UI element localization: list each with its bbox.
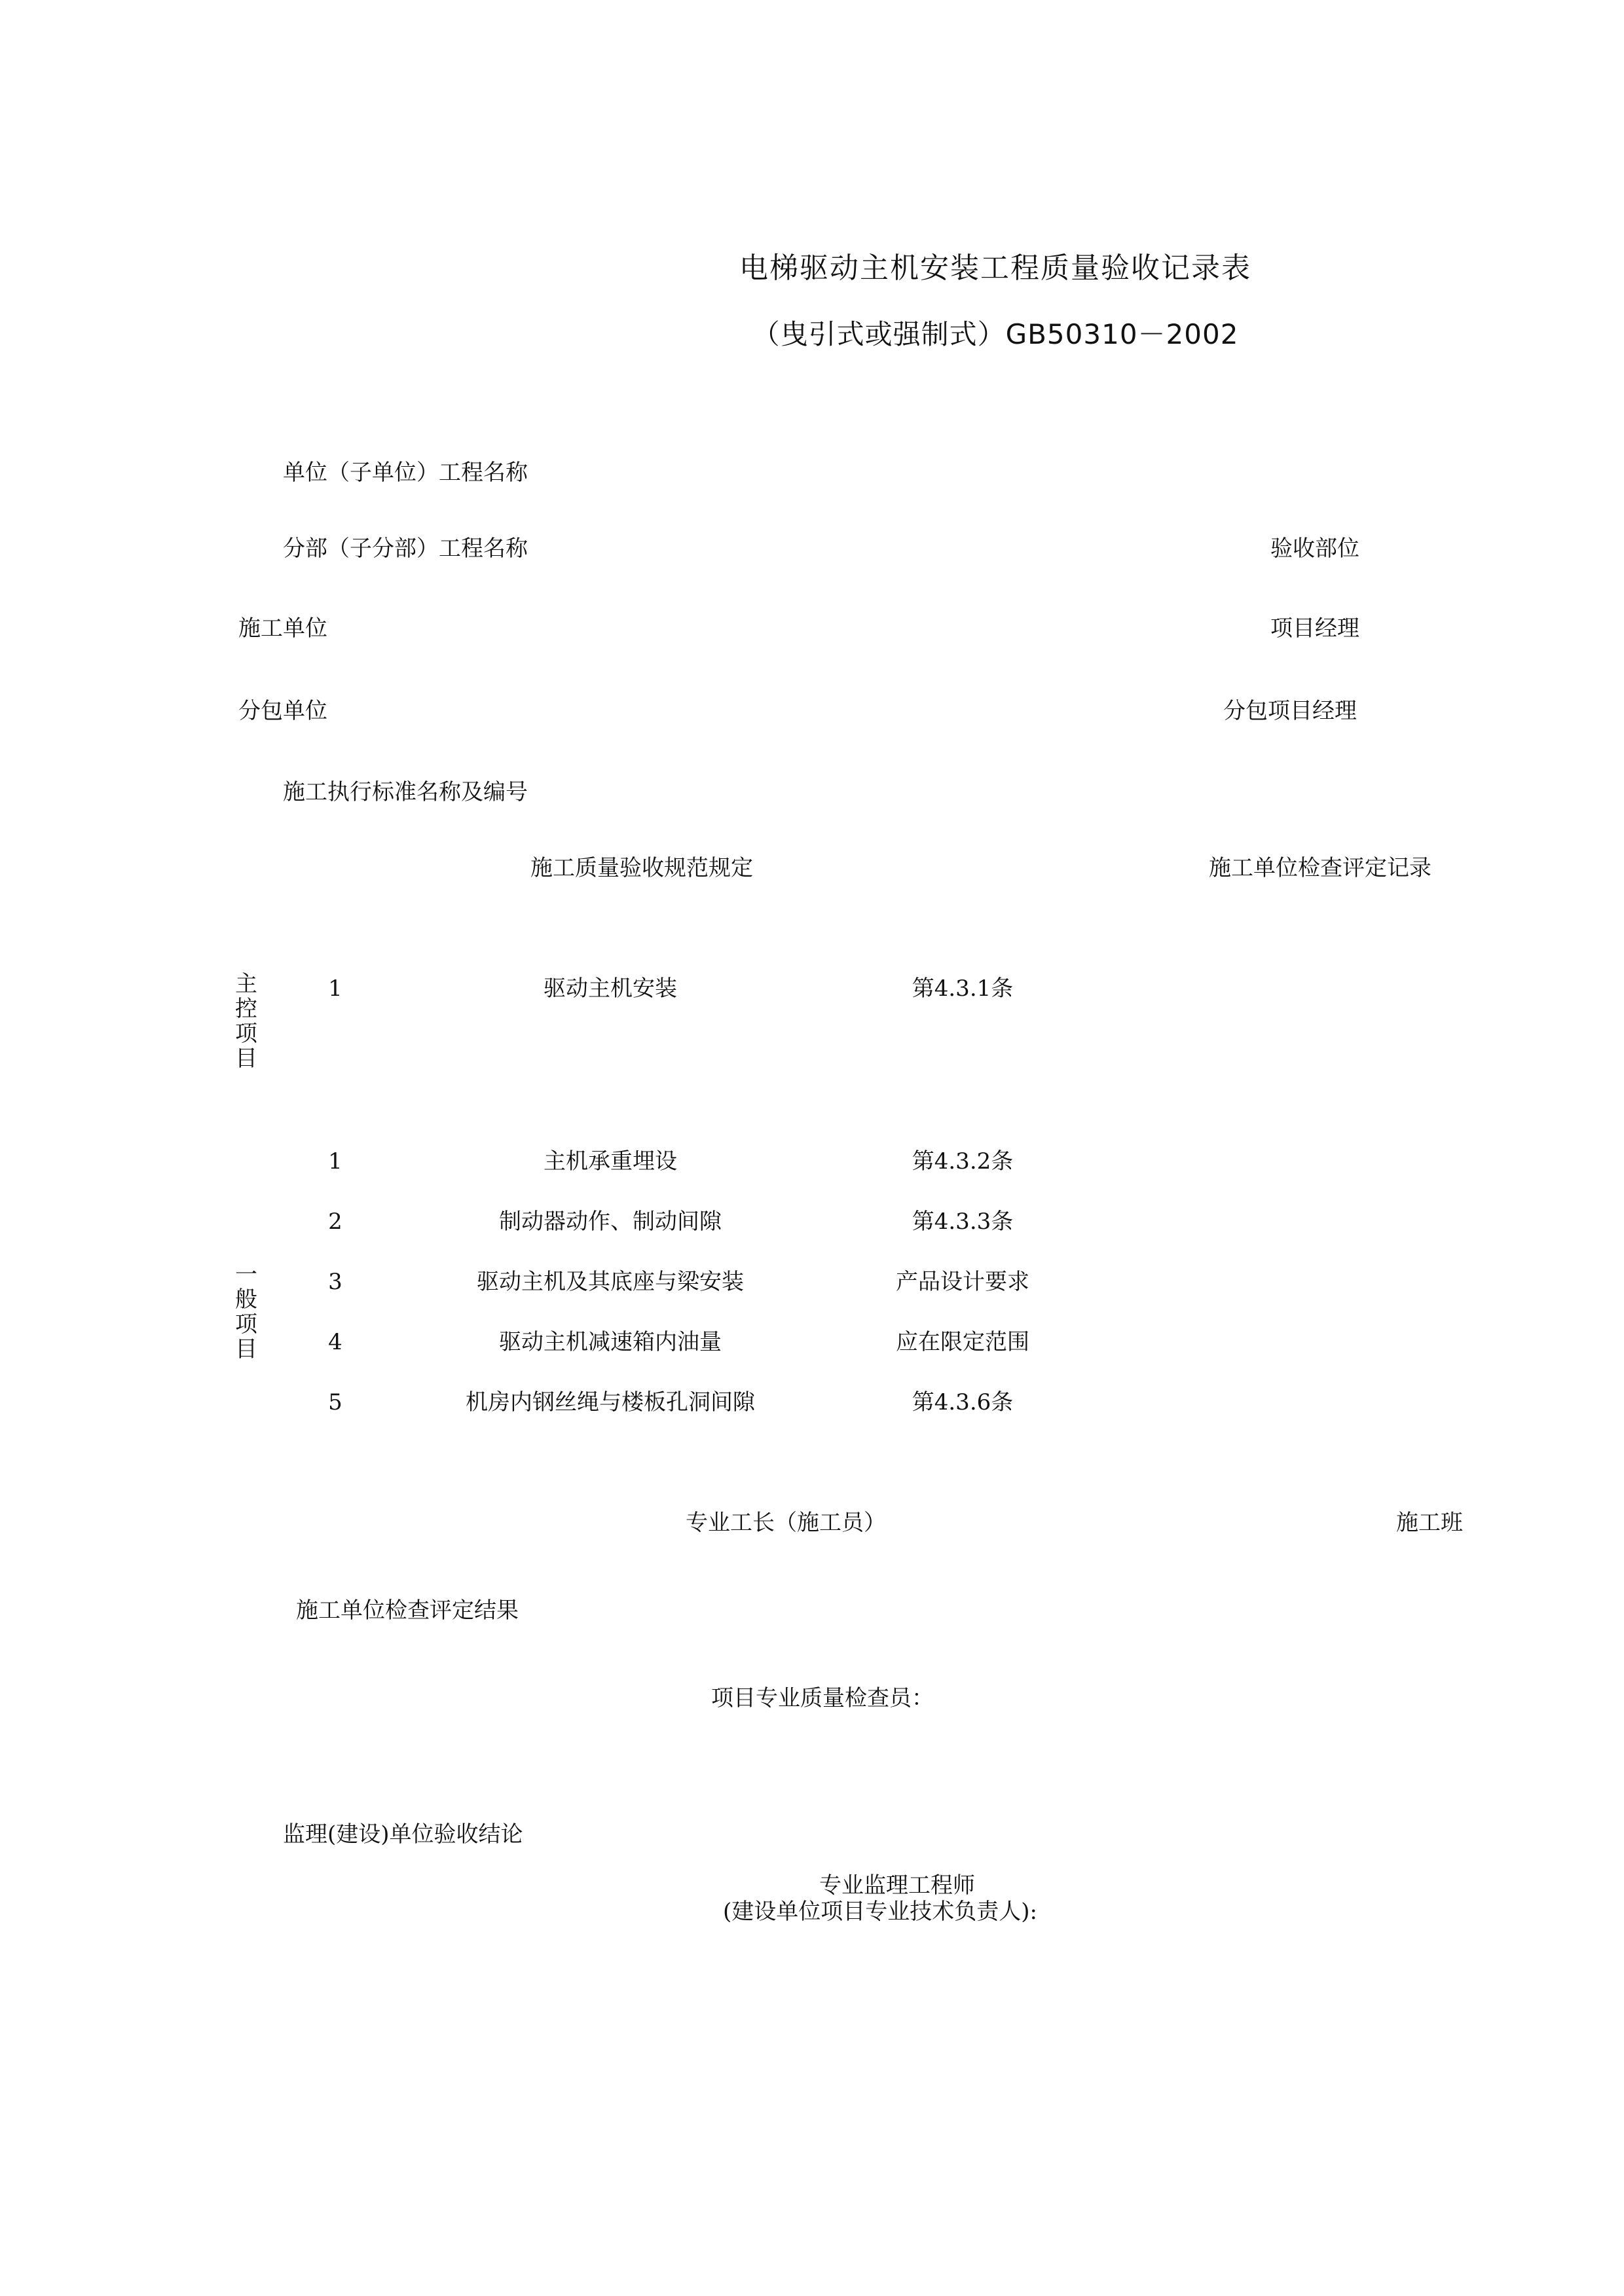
general-item-number: 4 bbox=[328, 1329, 342, 1355]
foreman-label: 专业工长（施工员） bbox=[686, 1510, 886, 1536]
general-item-clause: 第4.3.6条 bbox=[912, 1389, 1014, 1415]
owner-technical-lead-label: (建设单位项目专业技术负责人): bbox=[723, 1899, 1037, 1925]
general-item-clause: 产品设计要求 bbox=[896, 1269, 1029, 1295]
project-manager-label: 项目经理 bbox=[1270, 615, 1359, 642]
main-control-items-label: 主控项目 bbox=[235, 971, 257, 1072]
document-title: 电梯驱动主机安装工程质量验收记录表 bbox=[739, 251, 1251, 285]
main-item-clause: 第4.3.1条 bbox=[912, 975, 1014, 1002]
general-item-description: 主机承重埋设 bbox=[544, 1148, 677, 1175]
supervision-engineer-label: 专业监理工程师 bbox=[819, 1872, 975, 1899]
main-item-number: 1 bbox=[328, 975, 342, 1002]
spec-header: 施工质量验收规范规定 bbox=[530, 855, 753, 881]
main-item-description: 驱动主机安装 bbox=[544, 975, 677, 1002]
general-item-number: 1 bbox=[328, 1148, 342, 1175]
construction-partial-label: 施工班 bbox=[1396, 1510, 1463, 1536]
general-item-clause: 第4.3.3条 bbox=[912, 1209, 1014, 1235]
standard-name-number-label: 施工执行标准名称及编号 bbox=[283, 779, 528, 805]
supervision-conclusion-label: 监理(建设)单位验收结论 bbox=[283, 1821, 523, 1848]
general-item-description: 制动器动作、制动间隙 bbox=[499, 1209, 722, 1235]
general-item-number: 3 bbox=[328, 1269, 342, 1295]
acceptance-location-label: 验收部位 bbox=[1270, 536, 1359, 562]
document-subtitle: （曳引式或强制式）GB50310－2002 bbox=[752, 318, 1239, 350]
construction-unit-label: 施工单位 bbox=[238, 615, 327, 642]
subcontract-project-manager-label: 分包项目经理 bbox=[1223, 698, 1357, 724]
record-header: 施工单位检查评定记录 bbox=[1209, 855, 1431, 881]
general-items-label: 一般项目 bbox=[235, 1262, 257, 1362]
general-item-description: 驱动主机及其底座与梁安装 bbox=[477, 1269, 744, 1295]
construction-result-label: 施工单位检查评定结果 bbox=[296, 1597, 519, 1624]
general-item-number: 2 bbox=[328, 1209, 342, 1235]
general-item-description: 机房内钢丝绳与楼板孔洞间隙 bbox=[466, 1389, 755, 1415]
quality-inspector-label: 项目专业质量检查员： bbox=[711, 1685, 934, 1711]
general-item-description: 驱动主机减速箱内油量 bbox=[499, 1329, 722, 1355]
subdivision-project-name-label: 分部（子分部）工程名称 bbox=[283, 536, 528, 562]
general-item-clause: 第4.3.2条 bbox=[912, 1148, 1014, 1175]
general-item-number: 5 bbox=[328, 1389, 342, 1415]
general-item-clause: 应在限定范围 bbox=[896, 1329, 1029, 1355]
subcontract-unit-label: 分包单位 bbox=[238, 698, 327, 724]
unit-project-name-label: 单位（子单位）工程名称 bbox=[283, 460, 528, 486]
